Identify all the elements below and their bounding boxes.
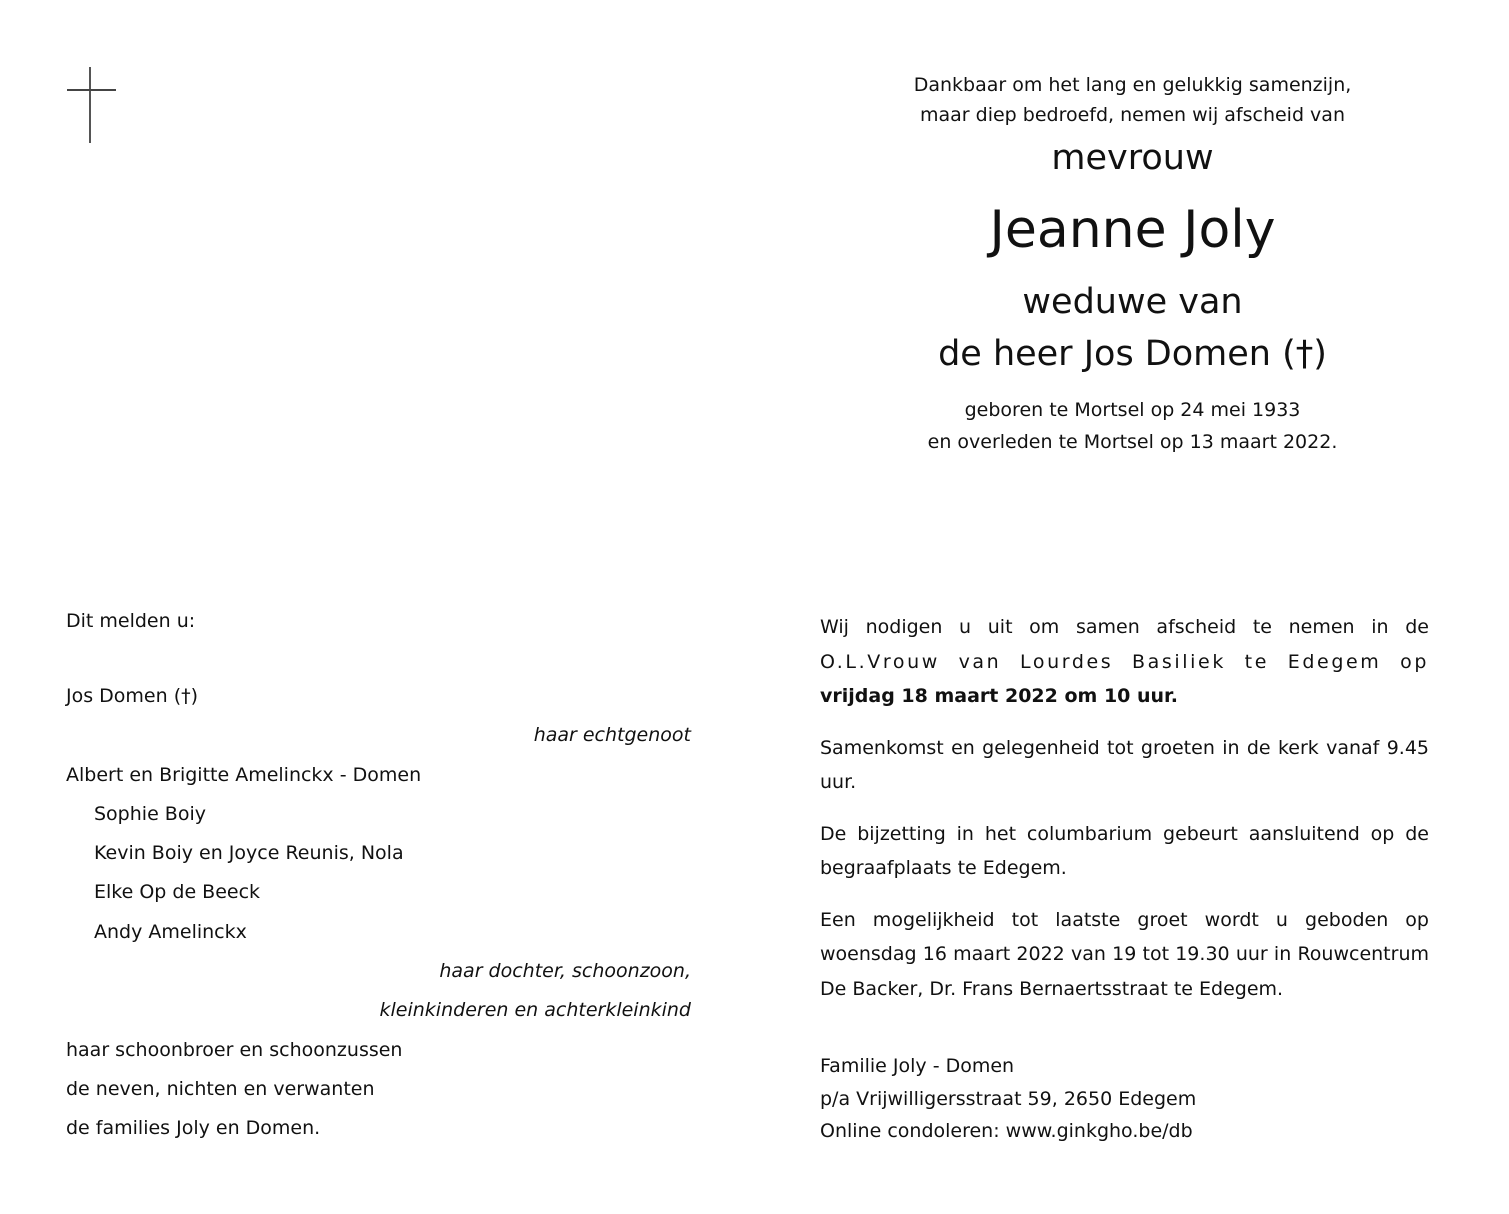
death-text: en overleden te Mortsel op 13 maart 2022. (927, 431, 1338, 453)
widow-line-2: de heer Jos Domen (†) (938, 334, 1327, 374)
family-row: de neven, nichten en verwanten (66, 1077, 375, 1100)
family-list (66, 604, 691, 1149)
interment-paragraph: De bijzetting in het columbarium gebeurt aansluitend op de begraafplaats te Edegem. (820, 822, 1429, 879)
invitation-line-2: O.L.Vrouw van Lourdes Basiliek te Edegem op (820, 650, 1429, 673)
invitation-line-1: Wij nodigen u uit om samen afscheid te nemen in de (820, 616, 1429, 638)
widow-line-1: weduwe van (1022, 282, 1243, 322)
ceremony-info (820, 610, 1429, 1023)
family-heading: Dit melden u: (66, 610, 196, 632)
widow-of (880, 276, 1385, 380)
family-row: Albert en Brigitte Amelinckx - Domen (66, 763, 422, 786)
honorific: mevrouw (1051, 138, 1214, 178)
invitation-paragraph (820, 610, 1429, 714)
birth-text: geboren te Mortsel op 24 mei 1933 (964, 399, 1301, 421)
death-announcement (880, 70, 1385, 458)
family-role: kleinkinderen en achterkleinkind (379, 999, 691, 1022)
family-row-grandchild: Elke Op de Beeck (94, 881, 261, 904)
family-row: haar schoonbroer en schoonzussen (66, 1038, 403, 1061)
ceremony-date: vrijdag 18 maart 2022 om 10 uur. (820, 685, 1178, 707)
contact-info (820, 1050, 1196, 1148)
deceased-name: Jeanne Joly (989, 200, 1276, 260)
family-row-grandchild: Sophie Boiy (94, 802, 206, 825)
contact-family: Familie Joly - Domen (820, 1055, 1015, 1077)
intro-line-2: maar diep bedroefd, nemen wij afscheid van (920, 104, 1345, 126)
intro-line-1: Dankbaar om het lang en gelukkig samenzijn, (913, 74, 1352, 96)
family-role: haar dochter, schoonzoon, (439, 960, 691, 983)
gathering-paragraph: Samenkomst en gelegenheid tot groeten in de kerk vanaf 9.45 uur. (820, 736, 1429, 793)
contact-address: p/a Vrijwilligersstraat 59, 2650 Edegem (820, 1087, 1197, 1110)
family-row-grandchild: Kevin Boiy en Joyce Reunis, Nola (94, 842, 404, 865)
online-condolence-link[interactable]: Online condoleren: www.ginkgho.be/db (820, 1120, 1193, 1142)
family-row-grandchild: Andy Amelinckx (94, 920, 247, 943)
intro-text (880, 70, 1385, 130)
life-dates (880, 394, 1385, 458)
cross-icon (67, 67, 116, 143)
family-role: haar echtgenoot (533, 724, 691, 747)
cross-horizontal-bar (67, 89, 116, 91)
cross-vertical-bar (89, 67, 91, 143)
viewing-paragraph: Een mogelijkheid tot laatste groet wordt u geboden op woensdag 16 maart 2022 van 19 tot 19.30 uur in Rouwcentrum De Backer, Dr. Frans Bernaertsstraat te Edegem. (820, 908, 1429, 1000)
family-row: de families Joly en Domen. (66, 1117, 321, 1140)
family-row: Jos Domen (†) (66, 685, 199, 707)
